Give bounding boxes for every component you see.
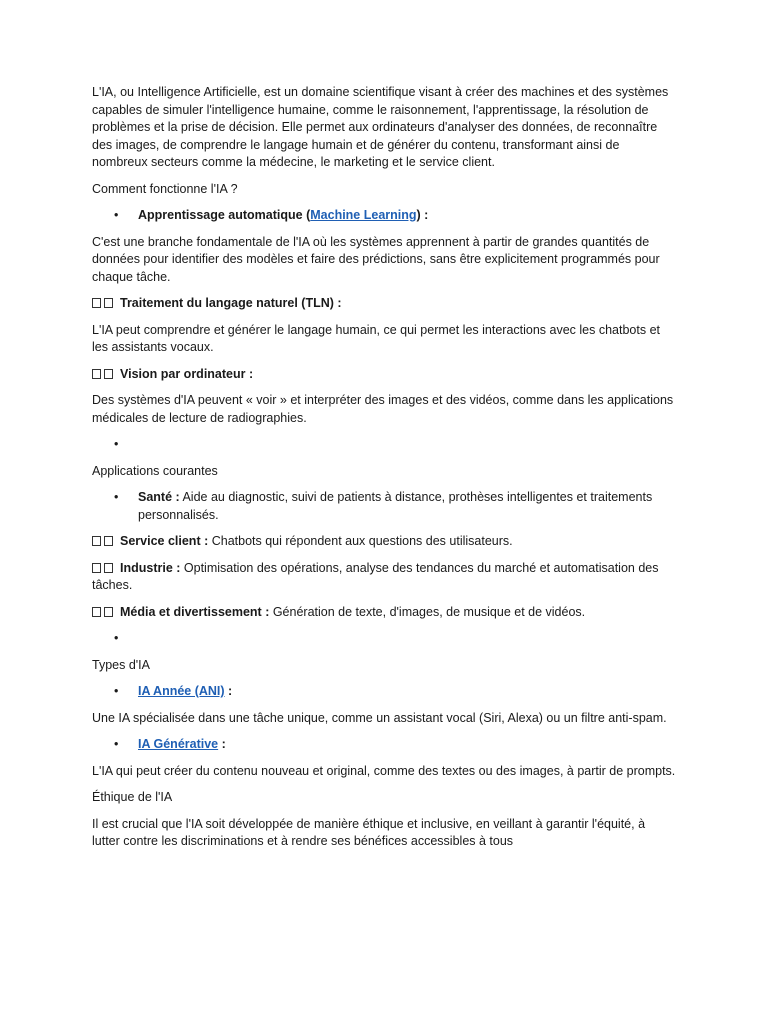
- media-line: [92, 604, 676, 622]
- industrie-label: Industrie :: [120, 560, 181, 575]
- gen-suffix: :: [218, 737, 226, 751]
- missing-glyph-icon: [92, 534, 116, 548]
- bullet-icon: •: [114, 631, 119, 645]
- media-label: Média et divertissement :: [120, 604, 270, 619]
- ml-label-pre: Apprentissage automatique (: [138, 208, 311, 222]
- ethics-description: Il est crucial que l'IA soit développée de manière éthique et inclusive, en veillant à garantir l'équité, à lutter contre les discriminations et à rendre ses bénéfices accessibles à tous: [92, 816, 646, 848]
- ethics-heading: Éthique de l'IA: [92, 790, 173, 804]
- gen-label: [138, 737, 226, 751]
- sante-description: Aide au diagnostic, suivi de patients à distance, prothèses intelligentes et traitements personnalisés.: [138, 490, 653, 522]
- service-line: [92, 533, 676, 551]
- industrie-description: Optimisation des opérations, analyse des tendances du marché et automatisation des tâches.: [92, 560, 659, 592]
- types-heading: Types d'IA: [92, 657, 150, 672]
- missing-glyph-icon: [92, 605, 116, 619]
- missing-glyph-icon: [92, 561, 116, 575]
- bullet-icon: •: [114, 437, 119, 451]
- bullet-icon: •: [114, 684, 119, 698]
- ml-label: [138, 208, 428, 222]
- bullet-icon: •: [114, 490, 119, 504]
- ani-suffix: :: [224, 684, 233, 698]
- empty-list-item: [92, 436, 676, 454]
- empty-list-item: [92, 630, 676, 648]
- apps-heading: Applications courantes: [92, 463, 218, 478]
- ml-label-post: ) :: [416, 208, 429, 222]
- ani-description: Une IA spécialisée dans une tâche unique, comme un assistant vocal (Siri, Alexa) ou un filtre anti-spam.: [92, 710, 667, 725]
- ia-annee-link[interactable]: IA Année (ANI): [138, 684, 225, 698]
- tln-label: Traitement du langage naturel (TLN) :: [120, 296, 342, 310]
- list-item-ml: [92, 207, 676, 225]
- list-item-gen: [92, 736, 676, 754]
- vision-label: Vision par ordinateur :: [120, 366, 254, 381]
- list-item-ani: [92, 683, 676, 701]
- vision-description: Des systèmes d'IA peuvent « voir » et interpréter des images et des vidéos, comme dans les applications médicales de lecture de radiographies.: [92, 393, 674, 425]
- tln-description: L'IA peut comprendre et générer le langage humain, ce qui permet les interactions avec les chatbots et les assistants vocaux.: [92, 322, 660, 354]
- list-item-sante: [92, 489, 676, 524]
- bullet-icon: •: [114, 208, 119, 222]
- tln-heading-line: [92, 295, 676, 313]
- industrie-line: [92, 560, 676, 595]
- machine-learning-link[interactable]: Machine Learning: [310, 208, 417, 222]
- ml-description: C'est une branche fondamentale de l'IA où les systèmes apprennent à partir de grandes quantités de données pour identifier des modèles et faire des prédictions, sans être explicitement programmés pour chaque tâche.: [92, 234, 660, 284]
- vision-heading-line: [92, 366, 676, 384]
- missing-glyph-icon: [92, 296, 116, 310]
- sante-label: Santé :: [138, 490, 180, 504]
- service-label: Service client :: [120, 534, 209, 548]
- service-description: Chatbots qui répondent aux questions des utilisateurs.: [208, 534, 513, 548]
- bullet-icon: •: [114, 737, 119, 751]
- media-description: Génération de texte, d'images, de musique et de vidéos.: [269, 604, 586, 619]
- missing-glyph-icon: [92, 367, 116, 381]
- intro-paragraph: L'IA, ou Intelligence Artificielle, est un domaine scientifique visant à créer des machines et des systèmes capables de simuler l'intelligence humaine, comme le raisonnement, l'apprentissage, la résolution de problèmes et la prise de décision. Elle permet aux ordinateurs d'analyser des données, de reconnaître des images, de comprendre le langage humain et de générer du contenu, transformant ainsi de nombreux secteurs comme la médecine, le marketing et le service client.: [92, 85, 669, 169]
- how-heading: Comment fonctionne l'IA ?: [92, 181, 238, 196]
- ani-label: [138, 684, 232, 698]
- ia-generative-link[interactable]: IA Générative: [138, 737, 219, 751]
- gen-description: L'IA qui peut créer du contenu nouveau et original, comme des textes ou des images, à partir de prompts.: [92, 763, 676, 778]
